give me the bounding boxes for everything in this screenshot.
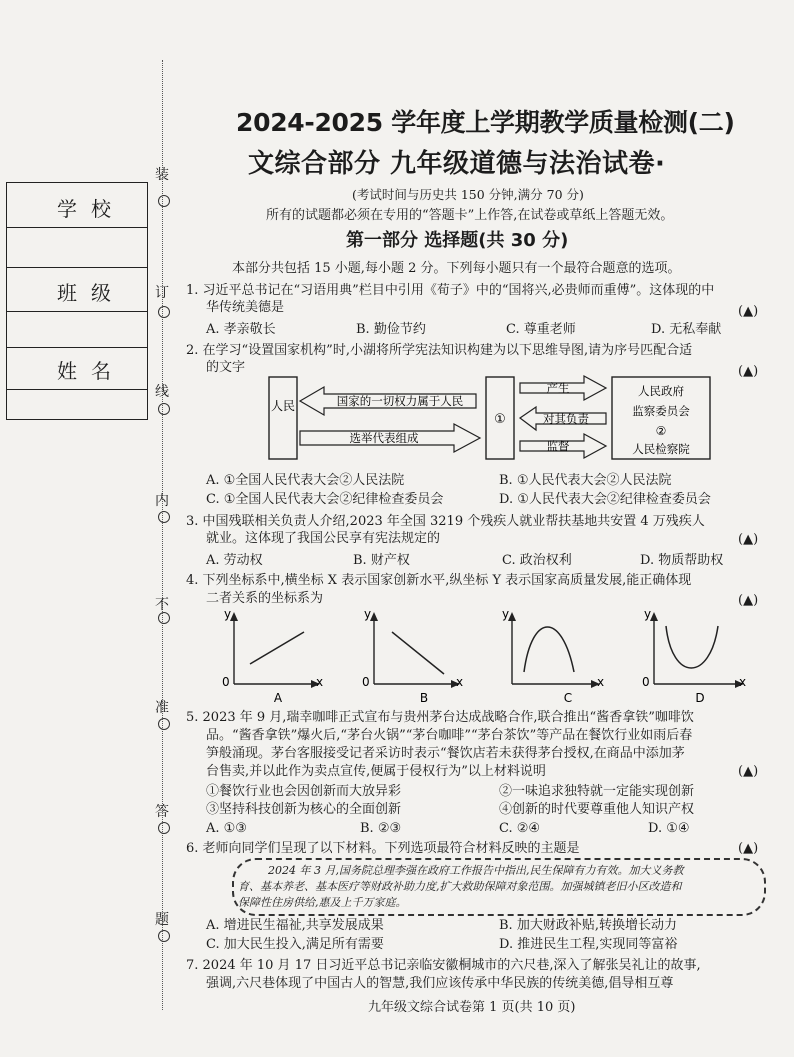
q3-option-a[interactable]: A. 劳动权	[206, 553, 263, 568]
power-text: 国家的一切权力属于人民	[336, 394, 464, 408]
name-row	[7, 347, 147, 390]
q4-graphs	[214, 604, 754, 704]
q6-option-d[interactable]: D. 推进民生工程,实现同等富裕	[499, 937, 678, 952]
q3-option-c[interactable]: C. 政治权利	[502, 553, 572, 568]
seal-char: 订	[155, 285, 169, 301]
x-axis-label: x	[739, 675, 747, 689]
q7-stem: 强调,六尺巷体现了中国古人的智慧,我们应该传承中华民族的传统美德,倡导相互尊	[206, 976, 674, 991]
y-axis-label: y	[502, 607, 510, 621]
node-2: ②	[655, 424, 667, 438]
q1-option-b[interactable]: B. 勤俭节约	[356, 322, 426, 337]
q3-stem: 就业。这体现了我国公民享有宪法规定的	[206, 531, 441, 546]
graph-a[interactable]	[222, 607, 323, 704]
q6-material: 2024 年 3 月,国务院总理李强在政府工作报告中指出,民生保障有力有效。加大义务教	[268, 864, 684, 877]
answer-mark: (▲)	[738, 364, 759, 379]
school-row	[7, 183, 147, 228]
answer-mark: (▲)	[738, 593, 759, 608]
q4-stem: 4. 下列坐标系中,横坐标 X 表示国家创新水平,纵坐标 Y 表示国家高质量发展,能正确体现	[186, 573, 692, 588]
class-field[interactable]	[7, 311, 147, 348]
class-row	[7, 267, 147, 312]
responsible-text: 对其负责	[543, 412, 589, 426]
q2-option-b[interactable]: B. ①人民代表大会②人民法院	[499, 473, 672, 488]
q1-option-d[interactable]: D. 无私奉献	[651, 322, 722, 337]
seal-hole	[158, 306, 170, 318]
origin-label: 0	[222, 675, 230, 689]
curve	[666, 626, 718, 668]
q5-stem: 台售卖,并以此作为卖点宣传,便属于侵权行为”以上材料说明	[206, 764, 546, 779]
q1-option-a[interactable]: A. 孝亲敬长	[206, 322, 276, 337]
seal-char: 内	[155, 493, 169, 509]
graph-label: A	[273, 691, 283, 704]
seal-char: 题	[155, 912, 169, 928]
graph-label: C	[563, 691, 573, 704]
produce-text: 产生	[546, 381, 570, 395]
y-axis-label: y	[644, 607, 652, 621]
x-axis-label: x	[597, 675, 605, 689]
answer-mark: (▲)	[738, 532, 759, 547]
name-label: 姓名	[57, 359, 125, 383]
supervise-text: 监督	[546, 439, 570, 453]
q5-statement-1: ①餐饮行业也会因创新而大放异彩	[206, 784, 402, 799]
q3-option-d[interactable]: D. 物质帮助权	[640, 553, 724, 568]
elect-text: 选举代表组成	[349, 431, 419, 445]
q3-option-b[interactable]: B. 财产权	[353, 553, 410, 568]
q5-option-d[interactable]: D. ①④	[648, 821, 690, 836]
page-footer: 九年级文综合试卷第 1 页(共 10 页)	[368, 1000, 576, 1015]
q3-stem: 3. 中国残联相关负责人介绍,2023 年全国 3219 个残疾人就业帮扶基地共安置 4 万残疾人	[186, 514, 705, 529]
q5-option-a[interactable]: A. ①③	[206, 821, 247, 836]
gov-text: 人民政府	[638, 384, 684, 398]
q2-stem: 2. 在学习“设置国家机构”时,小湖将所学宪法知识构建为以下思维导图,请为序号匹配合适	[186, 343, 693, 358]
seal-char: 装	[155, 167, 169, 183]
q5-statement-3: ③坚持科技创新为核心的全面创新	[206, 802, 402, 817]
state-organs-diagram	[266, 373, 756, 463]
exam-notice: 所有的试题都必须在专用的“答题卡”上作答,在试卷或草纸上答题无效。	[266, 208, 674, 223]
q5-stem: 品。“酱香拿铁”爆火后,“茅台火锅”“茅台咖啡”“茅台茶饮”等产品在餐饮行业如雨后春	[206, 728, 693, 743]
q6-material: 育、基本养老、基本医疗等财政补助力度,扩大救助保障对象范围。加强城镇老旧小区改造和	[238, 880, 682, 893]
q6-option-c[interactable]: C. 加大民生投入,满足所有需要	[206, 937, 384, 952]
q5-option-b[interactable]: B. ②③	[360, 821, 402, 836]
graph-b[interactable]	[362, 607, 463, 704]
seal-hole	[158, 718, 170, 730]
section-title: 第一部分 选择题(共 30 分)	[346, 230, 569, 251]
name-field[interactable]	[7, 389, 147, 419]
section-instructions: 本部分共包括 15 小题,每小题 2 分。下列每小题只有一个最符合题意的选项。	[232, 261, 681, 276]
q5-statement-2: ②一味追求独特就一定能实现创新	[499, 784, 695, 799]
seal-hole	[158, 403, 170, 415]
q1-option-c[interactable]: C. 尊重老师	[506, 322, 576, 337]
seal-hole	[158, 511, 170, 523]
seal-char: 准	[155, 700, 169, 716]
answer-mark: (▲)	[738, 764, 759, 779]
answer-mark: (▲)	[738, 841, 759, 856]
procuratorate-text: 人民检察院	[632, 442, 690, 456]
seal-hole	[158, 822, 170, 834]
student-info-box	[6, 182, 148, 420]
seal-char: 答	[155, 804, 169, 820]
q5-statement-4: ④创新的时代要尊重他人知识产权	[499, 802, 695, 817]
graph-d[interactable]	[642, 607, 746, 704]
q1-stem: 华传统美德是	[206, 300, 285, 315]
q2-option-c[interactable]: C. ①全国人民代表大会②纪律检查委员会	[206, 492, 444, 507]
seal-char: 线	[155, 384, 169, 400]
q5-stem: 笋般涌现。茅台客服接受记者采访时表示“餐饮店若未获得茅台授权,在商品中添加茅	[206, 746, 685, 761]
curve	[524, 627, 574, 672]
seal-hole	[158, 612, 170, 624]
people-label: 人民	[270, 399, 296, 413]
q6-option-a[interactable]: A. 增进民生福祉,共享发展成果	[206, 918, 384, 933]
y-axis-label: y	[224, 607, 232, 621]
exam-subtitle: 文综合部分 九年级道德与法治试卷·	[248, 149, 666, 179]
q4-stem: 二者关系的坐标系为	[206, 591, 324, 606]
origin-label: 0	[642, 675, 650, 689]
school-label: 学校	[57, 197, 125, 221]
exam-title: 2024-2025 学年度上学期教学质量检测(二)	[236, 108, 735, 137]
answer-mark: (▲)	[738, 304, 759, 319]
x-axis-label: x	[456, 675, 464, 689]
school-field[interactable]	[7, 227, 147, 268]
q7-stem: 7. 2024 年 10 月 17 日习近平总书记亲临安徽桐城市的六尺巷,深入了解张吴礼让的故事,	[186, 958, 701, 973]
q2-stem: 的文字	[206, 360, 246, 375]
exam-time: (考试时间与历史共 150 分钟,满分 70 分)	[352, 187, 584, 202]
seal-hole	[158, 930, 170, 942]
curve	[392, 632, 444, 674]
y-axis-label: y	[364, 607, 372, 621]
curve	[250, 632, 304, 664]
class-label: 班级	[57, 281, 125, 305]
origin-label: 0	[362, 675, 370, 689]
q1-stem: 1. 习近平总书记在“习语用典”栏目中引用《荀子》中的“国将兴,必贵师而重傅”。这体现的中	[186, 283, 715, 298]
graph-label: D	[695, 691, 705, 704]
q2-option-a[interactable]: A. ①全国人民代表大会②人民法院	[206, 473, 405, 488]
q2-option-d[interactable]: D. ①人民代表大会②纪律检查委员会	[499, 492, 711, 507]
graph-label: B	[419, 691, 429, 704]
node-1: ①	[494, 412, 506, 427]
q6-material: 保障性住房供给,惠及上千万家庭。	[238, 896, 407, 909]
x-axis-label: x	[316, 675, 324, 689]
supervisory-commission-text: 监察委员会	[632, 404, 690, 418]
q5-option-c[interactable]: C. ②④	[499, 821, 541, 836]
graph-c[interactable]	[502, 607, 604, 704]
seal-char: 不	[155, 597, 169, 613]
q5-stem: 5. 2023 年 9 月,瑞幸咖啡正式宣布与贵州茅台达成战略合作,联合推出“酱香拿铁”咖啡饮	[186, 710, 694, 725]
q6-option-b[interactable]: B. 加大财政补贴,转换增长动力	[499, 918, 677, 933]
q6-stem: 6. 老师向同学们呈现了以下材料。下列选项最符合材料反映的主题是	[186, 841, 580, 856]
